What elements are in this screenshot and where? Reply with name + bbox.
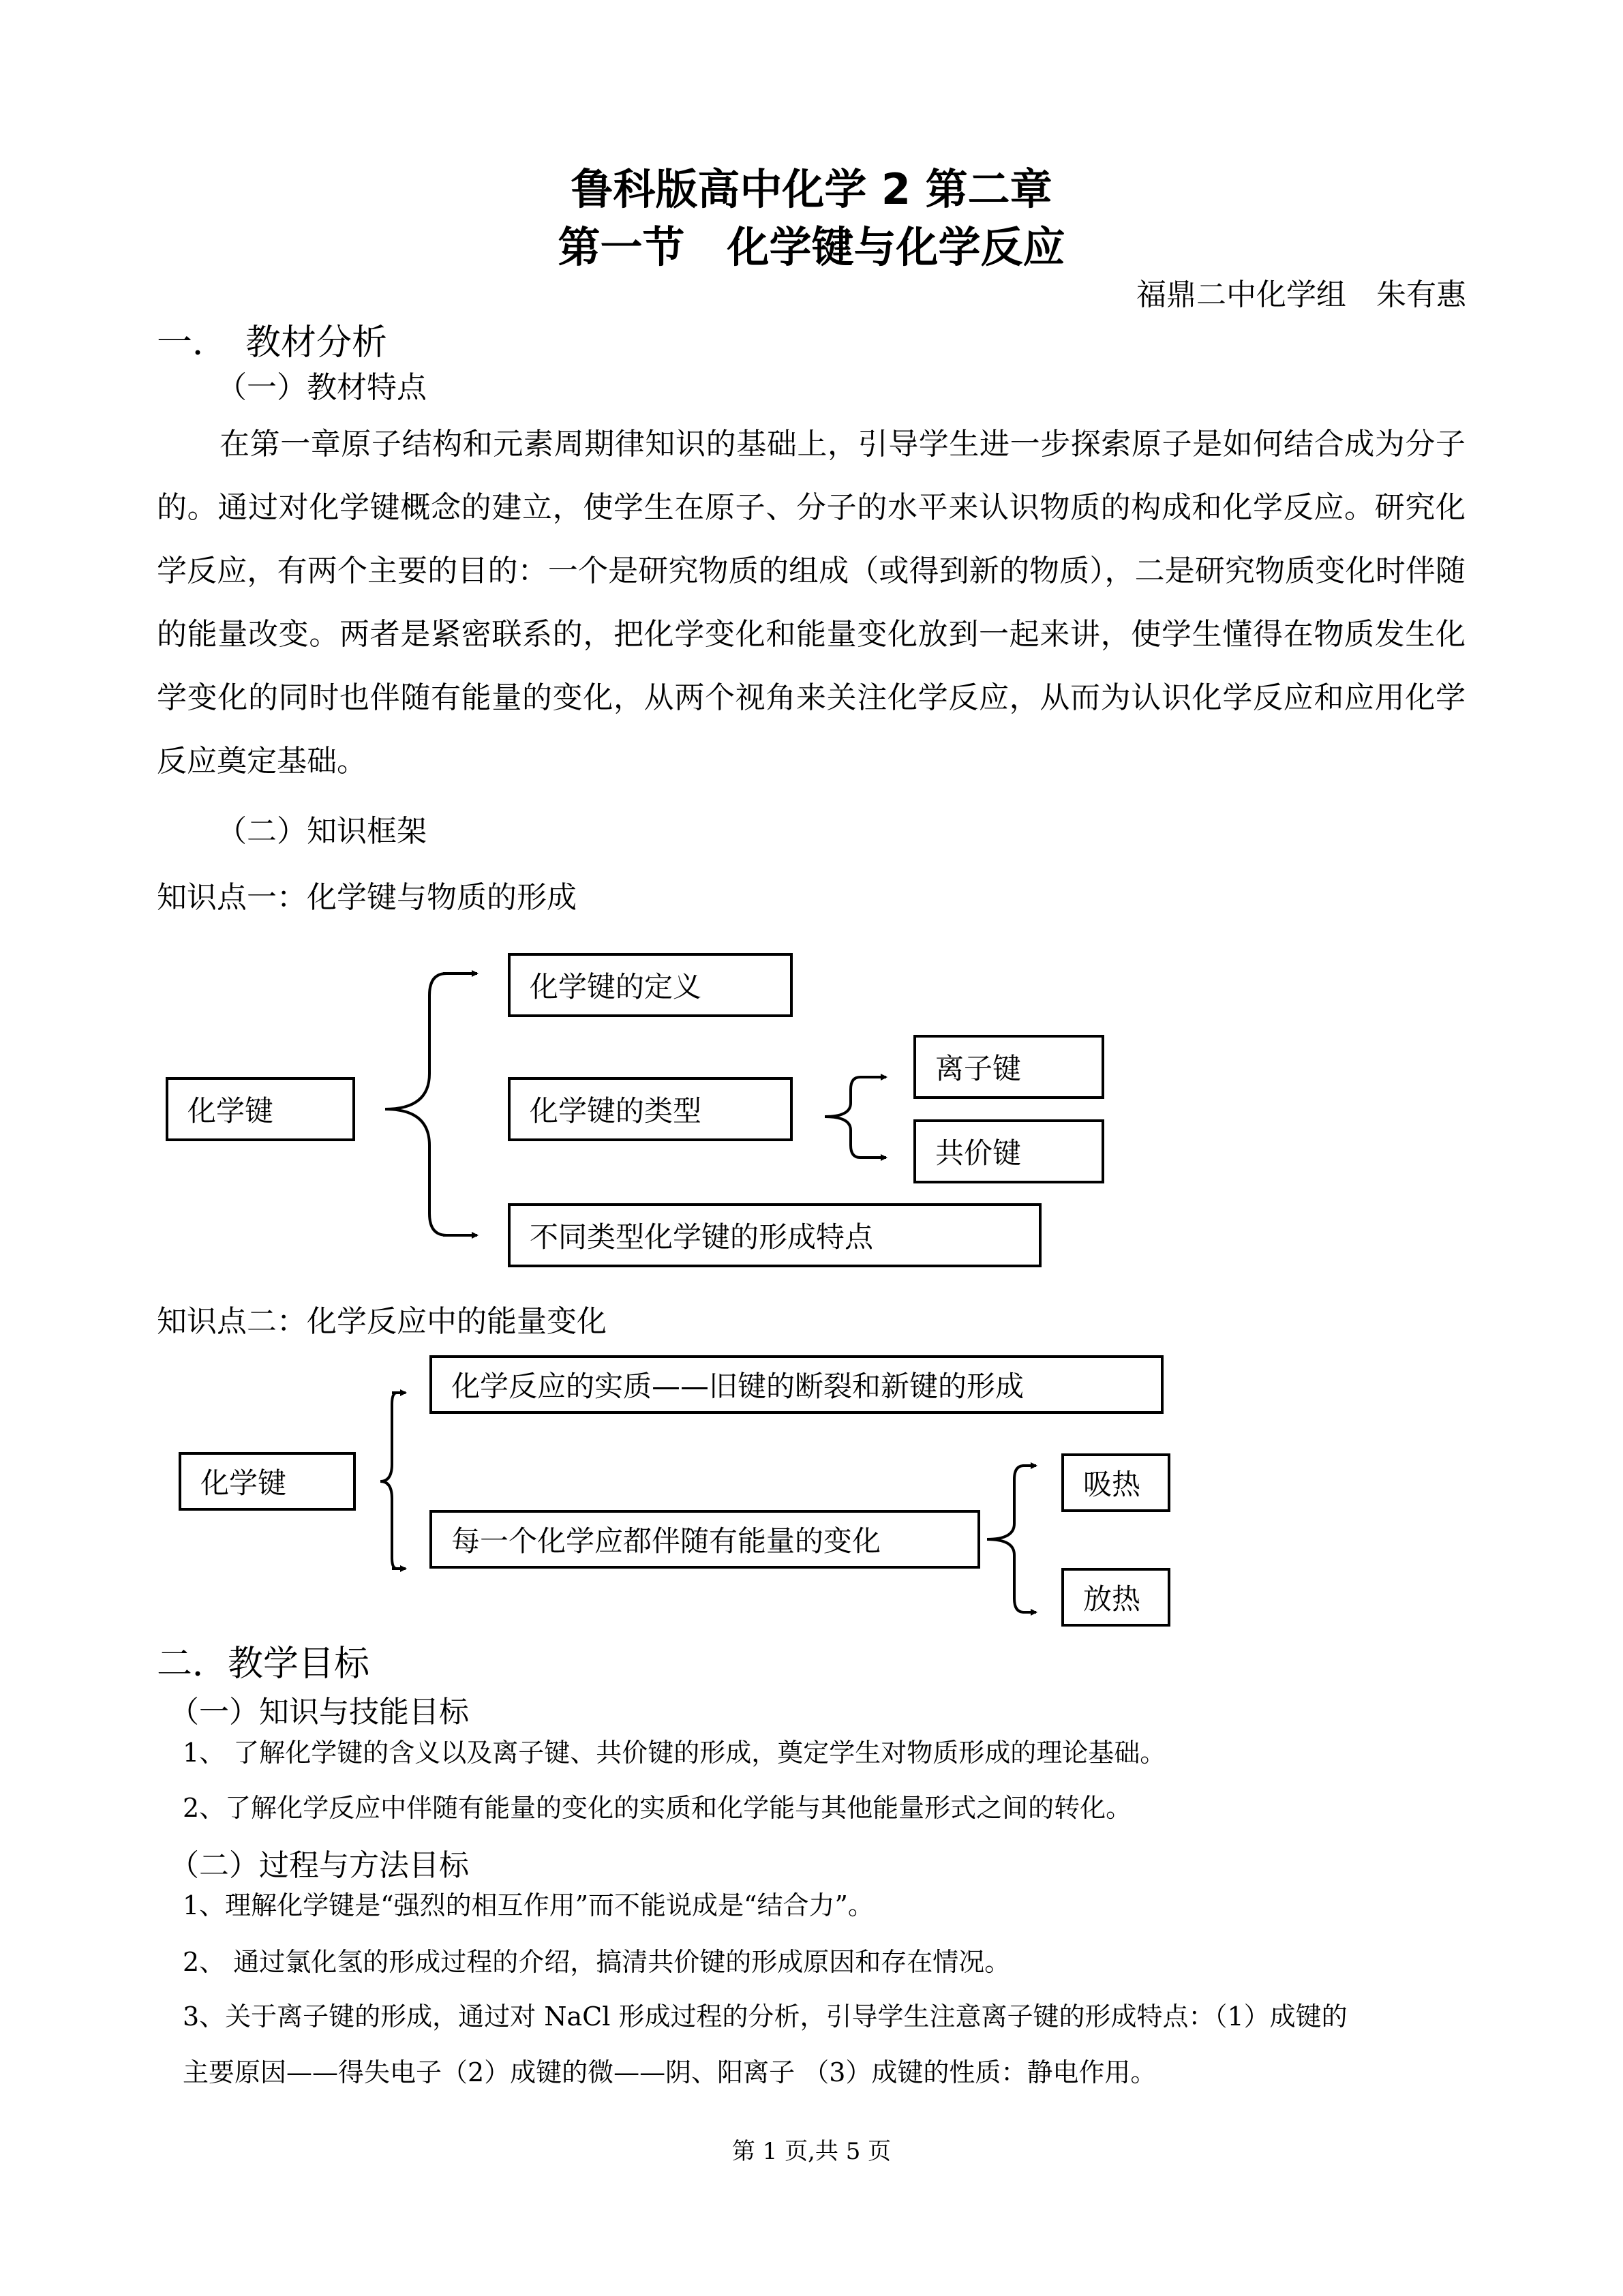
section2-heading: 二．教学目标 [157, 1644, 370, 1685]
diagram2-absorb-box: 吸热 [1061, 1453, 1170, 1512]
diagram1-definition-box: 化学键的定义 [508, 953, 793, 1017]
diagram1-covalent-box: 共价键 [913, 1119, 1104, 1183]
diagram2-release-box: 放热 [1061, 1568, 1170, 1627]
diagram2-root-box: 化学键 [179, 1452, 356, 1511]
section1-paragraph: 在第一章原子结构和元素周期律知识的基础上，引导学生进一步探索原子是如何结合成为分子的。通过对化学键概念的建立，使学生在原子、分子的水平来认识物质的构成和化学反应。研究化学反应，有两个主要的目的：一个是研究物质的组成（或得到新的物质），二是研究物质变化时伴随的能量改变。两者是紧密联系的，把化学变化和能量变化放到一起来讲，使学生懂得在物质发生化学变化的同时也伴随有能量的变化，从两个视角来关注化学反应，从而为认识化学反应和应用化学反应奠定基础。 [157, 427, 1466, 779]
brace-2-small [987, 1466, 1036, 1612]
diagram1-ionic-box: 离子键 [913, 1035, 1104, 1099]
diagram1-features-box: 不同类型化学键的形成特点 [508, 1203, 1042, 1267]
brace-2-main [380, 1393, 406, 1569]
knowledge-goal-2: 2、了解化学反应中伴随有能量的变化的实质和化学能与其他能量形式之间的转化。 [183, 1793, 1132, 1823]
section1-sub1: （一）教材特点 [217, 370, 427, 405]
diagram2-essence-box: 化学反应的实质——旧键的断裂和新键的形成 [429, 1355, 1164, 1414]
section1-heading: 一． 教材分析 [157, 322, 388, 363]
knowledge-point-1: 知识点一：化学键与物质的形成 [157, 880, 577, 915]
section1-sub2: （二）知识框架 [217, 814, 427, 849]
brace-1-main [385, 973, 477, 1235]
process-goal-3b: 主要原因——得失电子（2）成键的微——阴、阳离子 （3）成键的性质：静电作用。 [183, 2057, 1157, 2087]
process-goal-1: 1、理解化学键是“强烈的相互作用”而不能说成是“结合力”。 [183, 1890, 874, 1920]
doc-title-line2: 第一节 化学键与化学反应 [558, 222, 1065, 272]
section2-sub2: （二）过程与方法目标 [169, 1848, 469, 1883]
section2-sub1: （一）知识与技能目标 [169, 1695, 469, 1729]
diagram2-energy-box: 每一个化学应都伴随有能量的变化 [429, 1510, 980, 1569]
brace-1-small [825, 1077, 886, 1158]
diagram1-root-box: 化学键 [166, 1077, 355, 1141]
diagram1-types-box: 化学键的类型 [508, 1077, 793, 1141]
knowledge-goal-1: 1、 了解化学键的含义以及离子键、共价键的形成，奠定学生对物质形成的理论基础。 [183, 1738, 1166, 1768]
knowledge-point-2: 知识点二：化学反应中的能量变化 [157, 1304, 607, 1339]
author-line: 福鼎二中化学组 朱有惠 [1136, 277, 1466, 312]
process-goal-2: 2、 通过氯化氢的形成过程的介绍，搞清共价键的形成原因和存在情况。 [183, 1947, 1011, 1977]
process-goal-3a: 3、关于离子键的形成，通过对 NaCl 形成过程的分析，引导学生注意离子键的形成特点：（1）成键的 [183, 2002, 1348, 2031]
doc-title-line1: 鲁科版高中化学 2 第二章 [571, 164, 1052, 214]
page-footer: 第 1 页,共 5 页 [731, 2138, 892, 2165]
